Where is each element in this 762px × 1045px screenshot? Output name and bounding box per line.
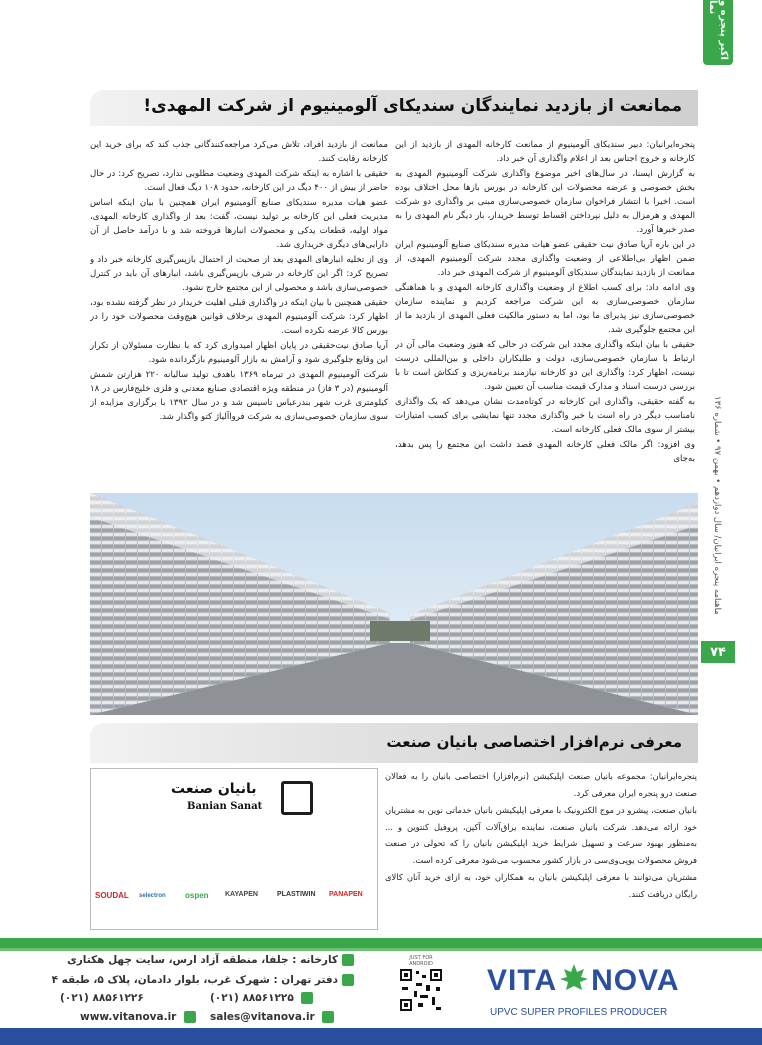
email-icon bbox=[322, 1011, 334, 1023]
page-number: ۷۴ bbox=[701, 641, 735, 663]
paragraph: حقیقی با اشاره به اینکه شرکت المهدی وضعیت مطلوبی ندارد، تصریح کرد: در حال حاضر از بیش از ۴۰۰ دیگ در این کارخانه، حدود ۱۰۸ دیگ فعال است. bbox=[90, 169, 388, 193]
paragraph: آریا صادق نیت‌حقیقی در پایان اظهار امیدواری کرد که با نظارت مسئولان از تکرار این وقایع جلوگیری شود و آرامش به بازار آلومینیوم بازگردانده شود. bbox=[90, 341, 388, 365]
paragraph: در این باره آریا صادق نیت حقیقی عضو هیات مدیره سندیکای صنایع آلومینیوم ایران ضمن اظهار بی‌اطلاعی از وضعیت واگذاری مجدد شرکت آلومینیوم المهدی، از ممانعت از بازدید نمایندگان سندیکای آلومینیوم از شرکت المهدی خبر داد. bbox=[395, 240, 695, 278]
article-1-left-column bbox=[90, 138, 388, 490]
website[interactable] bbox=[80, 1011, 196, 1023]
article-2-body bbox=[385, 768, 697, 928]
footer-bottom-bar bbox=[0, 1028, 762, 1045]
partner-logo: ospen bbox=[185, 891, 209, 900]
email[interactable] bbox=[210, 1011, 334, 1023]
maple-leaf-icon bbox=[559, 963, 589, 993]
partner-logo: SOUDAL bbox=[95, 891, 129, 900]
paragraph: حقیقی با بیان اینکه واگذاری مجدد این شرکت در حالی که هنوز وضعیت مالی آن در ارتباط با سازمان خصوصی‌سازی، دولت و طلبکاران داخلی و بین‌المللی درست نیست، اظهار کرد: واگذاری این دو کارخانه نیازمند برنامه‌ریزی و کنکاش است تا با بررسی درست اسناد و مدارک قیمت مناسب آن تعیین شود. bbox=[395, 340, 695, 392]
article-1-right-column bbox=[395, 138, 695, 490]
vitanova-tagline: UPVC SUPER PROFILES PRODUCER bbox=[490, 1007, 668, 1018]
factory-address-text: کارخانه : جلفا، منطقه آزاد ارس، سایت چهل هکتاری bbox=[67, 954, 338, 966]
website-link[interactable]: www.vitanova.ir bbox=[80, 1011, 177, 1023]
brand-right: NOVA bbox=[591, 964, 680, 997]
ad-brand-english: Banian Sanat bbox=[187, 801, 263, 812]
section-tab-label: اکبر پنجره و نما bbox=[707, 0, 729, 60]
phone-1-text: (۰۲۱) ۸۸۵۶۱۲۲۵ bbox=[210, 992, 294, 1004]
partner-logo: PLASTIWIN bbox=[277, 891, 316, 898]
paragraph: مشتریان می‌توانند با معرفی اپلیکیشن بانیان به همکاران خود، به ازای خرید آنان کالای رایگان دریافت کنند. bbox=[385, 872, 697, 899]
aluminium-ingots-photo bbox=[90, 493, 698, 715]
magazine-issue-label: ماهنامه پنجره ایرانیان/ سال دوازدهم • بهمن ۹۷ • شماره ۱۳۶ bbox=[712, 395, 722, 615]
office-address bbox=[52, 974, 354, 986]
paragraph: پنجره‌ایرانیان: مجموعه بانیان صنعت اپلیکیشن (نرم‌افزار) اختصاصی بانیان را به فعالان صنعت درو پنجره ایران معرفی کرد. bbox=[385, 771, 697, 798]
brand-left: VITA bbox=[487, 964, 558, 997]
ad-brand-persian: بانیان صنعت bbox=[171, 781, 257, 797]
email-link[interactable]: sales@vitanova.ir bbox=[210, 1011, 315, 1023]
office-address-text: دفتر تهران : شهرک غرب، بلوار دادمان، پلاک ۵، طبقه ۴ bbox=[51, 974, 338, 986]
phone-1 bbox=[210, 992, 313, 1004]
banian-sanat-ad bbox=[90, 768, 378, 930]
partner-logo: PANAPEN bbox=[329, 891, 363, 898]
partner-logo: selectron bbox=[139, 893, 166, 899]
magazine-issue-strip bbox=[707, 360, 727, 650]
footer-stripe bbox=[0, 938, 762, 948]
paragraph: عضو هیات مدیره سندیکای صنایع آلومینیوم ایران همچنین با بیان اینکه اساس مدیریت فعلی این کارخانه بر تولید نیست، گفت: بعد از واگذاری کارخانه المهدی، مواد اولیه، قطعات یدکی و محصولات انبارها فروخته شد و با درآمد حاصل از آن دارایی‌های دیگری خریداری شد. bbox=[90, 198, 388, 250]
phone-2-text: (۰۲۱) ۸۸۵۶۱۲۲۶ bbox=[60, 992, 144, 1004]
article-1-headline: ممانعت از بازدید نمایندگان سندیکای آلومینیوم از شرکت المهدی! bbox=[143, 96, 682, 116]
paragraph: بانیان صنعت، پیشرو در موج الکترونیک با معرفی اپلیکیشن بانیان خدماتی نوین به مشتریان خود ارائه می‌دهد. شرکت بانیان صنعت، نماینده یراق‌آلات آکپن، پروفیل کنتوین و ... به‌منظور بهبود سرعت و تسهیل شرایط خرید اپلیکیشن بانیان را که تحولی در صنعت فروش محصولات یوپی‌وی‌سی در بازار کشور محسوب می‌شود معرفی کرده است. bbox=[385, 805, 697, 865]
footer-stripe bbox=[0, 948, 762, 951]
banian-logo-icon bbox=[281, 781, 313, 815]
qr-code-icon bbox=[398, 967, 444, 1013]
paragraph: شرکت آلومینیوم المهدی در تیرماه ۱۳۶۹ باهدف تولید سالیانه ۲۲۰ هزارتن شمش آلومینیوم (در ۳ فاز) در منطقه ویژه اقتصادی صنایع معدنی و فلزی خلیج‌فارس در ۱۸ کیلومتری غرب شهر بندرعباس تاسیس شد و در سال ۱۳۹۲ با برگزاری مزایده از سوی سازمان خصوصی‌سازی به شرکت فرواآلیاژ کتو واگذار شد. bbox=[90, 370, 388, 422]
office-icon bbox=[342, 974, 354, 986]
paragraph: وی افزود: اگر مالک فعلی کارخانه المهدی قصد داشت این مجتمع را پس بدهد، به‌جای bbox=[395, 440, 695, 464]
paragraph: حقیقی همچنین با بیان اینکه در واگذاری قبلی اهلیت خریدار در نظر گرفته نشده بود، اظهار کرد: شرکت آلومینیوم المهدی برخلاف قوانین هیچ‌وقت محصولات خود را در بورس کالا عرضه نکرده است. bbox=[90, 298, 388, 336]
factory-address bbox=[67, 954, 354, 966]
section-tab bbox=[703, 0, 733, 65]
partner-logo: KAYAPEN bbox=[225, 891, 258, 898]
vitanova-logo bbox=[487, 963, 680, 998]
paragraph: وی ادامه داد: برای کسب اطلاع از وضعیت واگذاری کارخانه المهدی و با هماهنگی سازمان خصوصی‌سازی به این شرکت مراجعه کردیم و نماینده سازمان خصوصی‌سازی نیز پذیرای ما بود، اما به دستور مالکیت فعلی المهدی از بازدید ما از این مجتمع جلوگیری شد. bbox=[395, 283, 695, 335]
phone-2 bbox=[60, 992, 144, 1004]
paragraph: ممانعت از بازدید افراد، تلاش می‌کرد مراجعه‌کنندگانی جذب کند که برای خرید این کارخانه رقابت کنند. bbox=[90, 140, 388, 164]
phone-icon bbox=[301, 992, 313, 1004]
factory-icon bbox=[342, 954, 354, 966]
article-2-headline: معرفی نرم‌افزار اختصاصی بانیان صنعت bbox=[386, 733, 682, 751]
paragraph: به گفته حقیقی، واگذاری این کارخانه در کوتاه‌مدت نشان می‌دهد که یک واگذاری نامناسب دیگر در راه است یا خبر واگذاری مجدد تنها نمایشی برای کسب امتیازات بیشتر از سوی مالک فعلی کارخانه است. bbox=[395, 397, 695, 435]
globe-icon bbox=[184, 1011, 196, 1023]
paragraph: وی از تخلیه انبارهای المهدی بعد از صحبت از احتمال بازپس‌گیری کارخانه خبر داد و تصریح کرد: اگر این کارخانه در شرف بازپس‌گیری باشد، انبارهای آن باید در کنترل خصوصی‌سازی باشد و محصولی از این مجتمع خارج نشود. bbox=[90, 255, 388, 293]
qr-code[interactable] bbox=[398, 955, 444, 1017]
paragraph: پنجره‌ایرانیان: دبیر سندیکای آلومینیوم از ممانعت کارخانه المهدی از بازدید از این کارخانه و خروج اجناس بعد از اعلام واگذاری آن خبر داد. bbox=[395, 140, 695, 164]
paragraph: به گزارش ایسنا، در سال‌های اخیر موضوع واگذاری شرکت آلومینیوم المهدی به بخش خصوصی و عرضه محصولات این کارخانه در بورس بارها محل اختلاف بوده است. اخیرا با انتشار فراخوان سازمان خصوصی‌سازی مبنی بر واگذاری دو شرکت المهدی و هرمزال به دلیل نپرداختن اقساط توسط خریدار، بار دیگر نام المهدی را به صدر خبرها آورد. bbox=[395, 169, 695, 235]
qr-label: JUST FOR ANDROID bbox=[409, 955, 433, 967]
